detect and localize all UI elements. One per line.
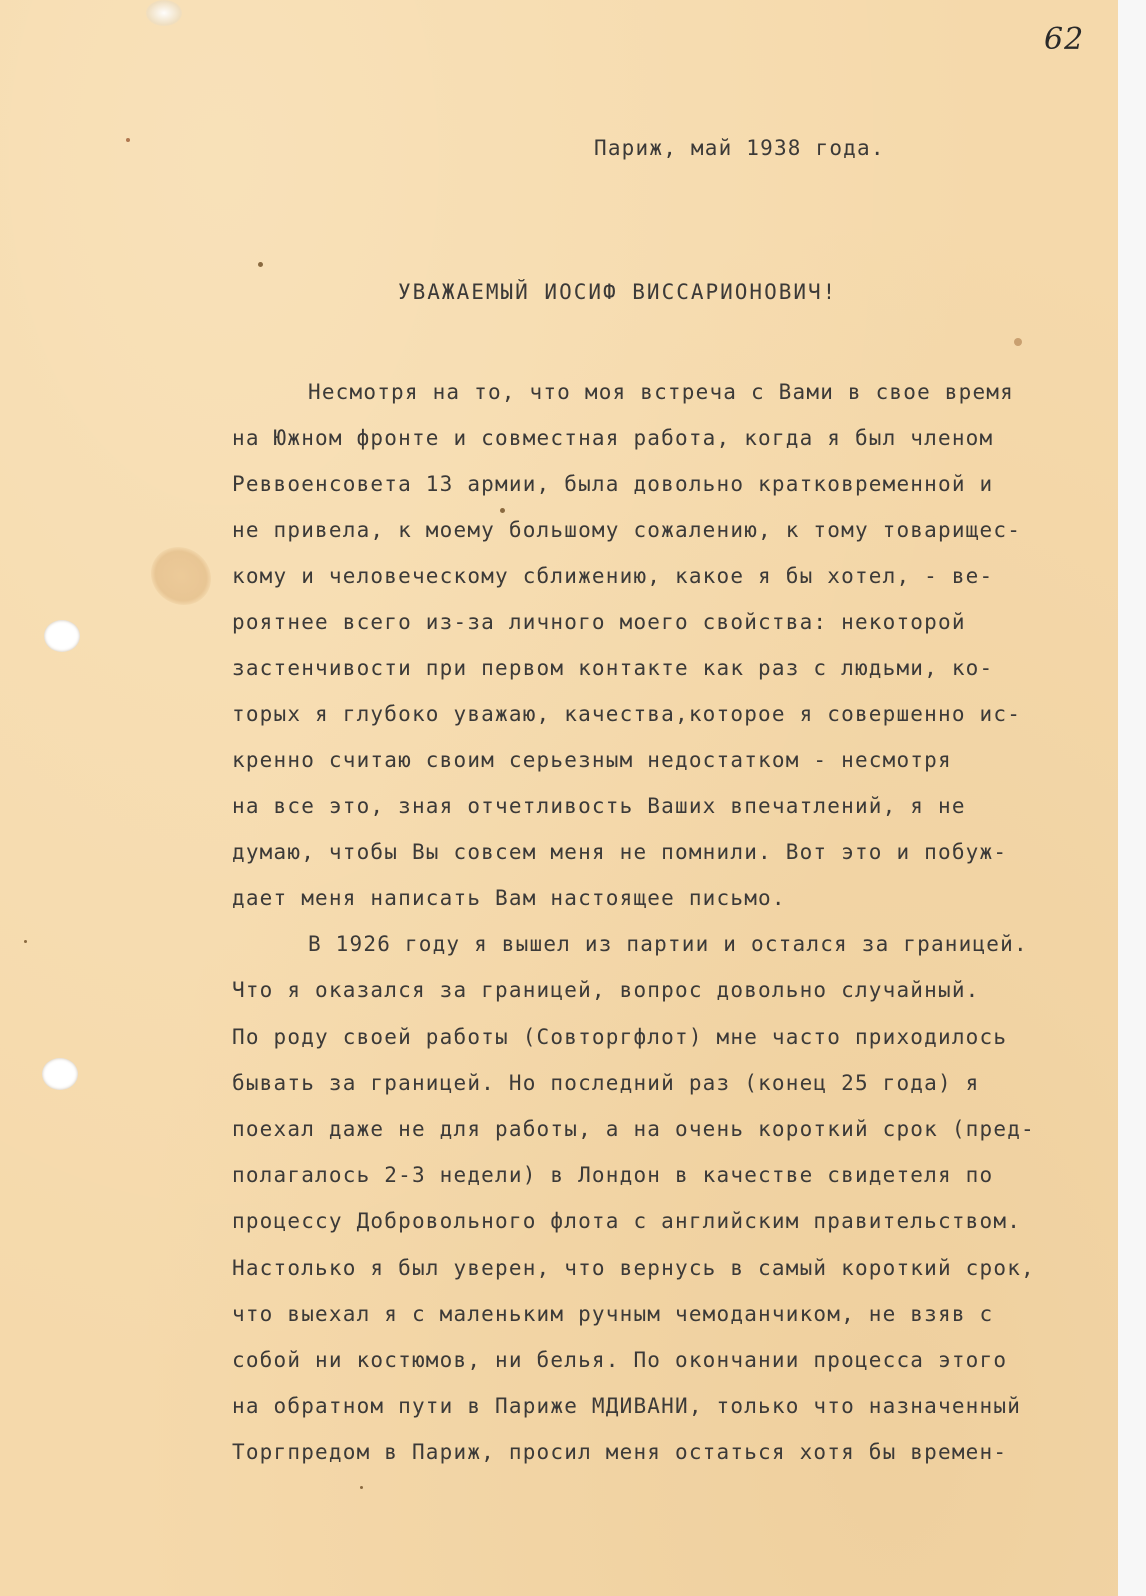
letter-line: думаю, чтобы Вы совсем меня не помнили. Вот это и побуж- (232, 840, 1008, 864)
salutation: УВАЖАЕМЫЙ ИОСИФ ВИССАРИОНОВИЧ! (398, 280, 838, 304)
letter-line: Реввоенсовета 13 армии, была довольно кратковременной и (232, 472, 994, 496)
paper-stain (140, 535, 223, 616)
paper-tear (146, 0, 182, 26)
page-number: 62 (1044, 22, 1085, 57)
letter-line: что выехал я с маленьким ручным чемоданчиком, не взяв с (232, 1302, 994, 1326)
letter-line: поехал даже не для работы, а на очень короткий срок (пред- (232, 1117, 1035, 1141)
letter-line: на все это, зная отчетливость Ваших впечатлений, я не (232, 794, 966, 818)
scan-margin (1118, 0, 1146, 1596)
letter-line: Торгпредом в Париж, просил меня остаться хотя бы времен- (232, 1440, 1008, 1464)
letter-line: кому и человеческому сближению, какое я бы хотел, - ве- (232, 564, 994, 588)
paper-speck (500, 508, 505, 513)
letter-line: не привела, к моему большому сожалению, к тому товарищес- (232, 518, 1022, 542)
letter-line: дает меня написать Вам настоящее письмо. (232, 886, 786, 910)
letter-line: Настолько я был уверен, что вернусь в самый короткий срок, (232, 1256, 1035, 1280)
letter-line: кренно считаю своим серьезным недостатком - несмотря (232, 748, 952, 772)
date-line: Париж, май 1938 года. (594, 136, 885, 160)
paper-speck (126, 138, 130, 142)
letter-line: роятнее всего из-за личного моего свойства: некоторой (232, 610, 966, 634)
letter-line: на Южном фронте и совместная работа, когда я был членом (232, 426, 994, 450)
punch-hole-top (44, 620, 80, 652)
letter-line: застенчивости при первом контакте как раз с людьми, ко- (232, 656, 994, 680)
letter-line: процессу Добровольного флота с английским правительством. (232, 1209, 1022, 1233)
paper-speck (258, 262, 263, 267)
punch-hole-bottom (42, 1058, 78, 1090)
letter-line: Что я оказался за границей, вопрос довольно случайный. (232, 978, 980, 1002)
letter-line: По роду своей работы (Совторгфлот) мне часто приходилось (232, 1025, 1008, 1049)
letter-line: собой ни костюмов, ни белья. По окончании процесса этого (232, 1348, 1008, 1372)
letter-line: В 1926 году я вышел из партии и остался за границей. (308, 932, 1028, 956)
paper-speck (1014, 338, 1022, 346)
paper-speck (360, 1486, 363, 1489)
letter-line: торых я глубоко уважаю, качества,которое я совершенно ис- (232, 702, 1022, 726)
letter-line: бывать за границей. Но последний раз (конец 25 года) я (232, 1071, 980, 1095)
letter-line: полагалось 2-3 недели) в Лондон в качестве свидетеля по (232, 1163, 994, 1187)
letter-line: Несмотря на то, что моя встреча с Вами в свое время (308, 380, 1014, 404)
letter-line: на обратном пути в Париже МДИВАНИ, только что назначенный (232, 1394, 1022, 1418)
paper-speck (24, 940, 27, 943)
